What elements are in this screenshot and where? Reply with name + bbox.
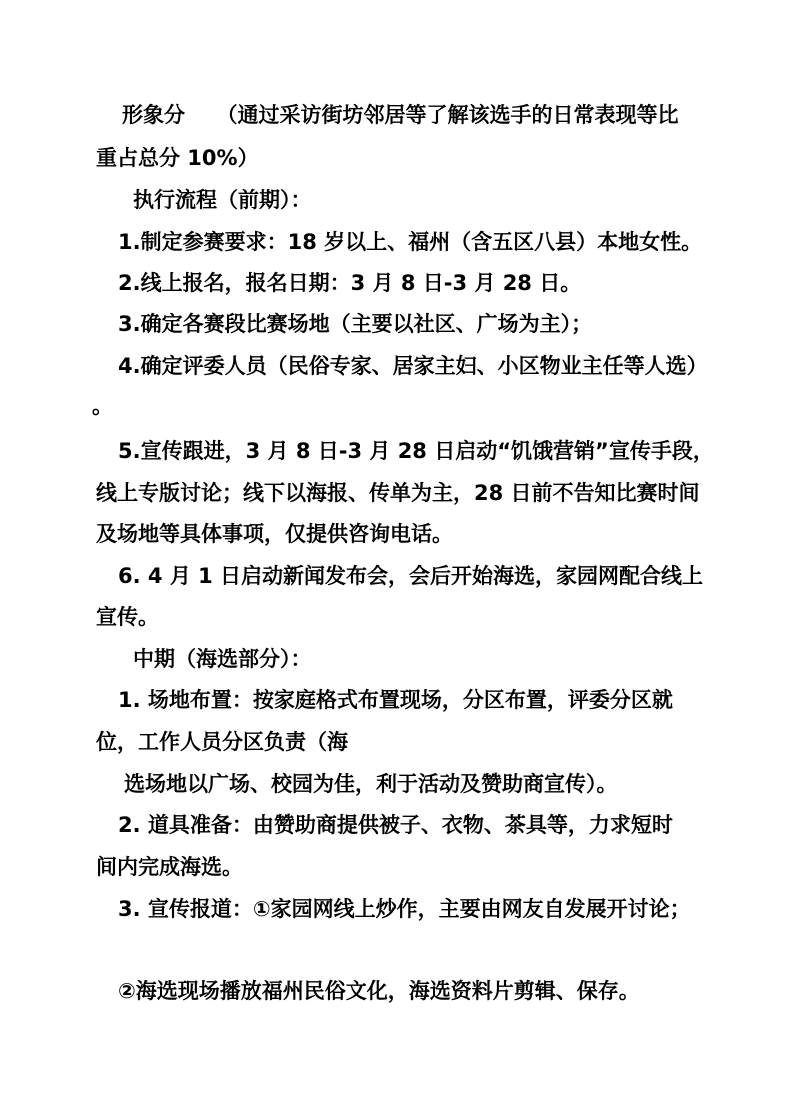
section-heading-early: 执行流程（前期）：	[133, 188, 312, 212]
text-line-20: 3. 宣传报道：①家园网线上炒作，主要由网友自发展开讨论；	[118, 897, 691, 921]
text-line-15: 1. 场地布置：按家庭格式布置现场，分区布置，评委分区就	[118, 688, 673, 712]
text-line-9: 5.宣传跟进，3 月 8 日-3 月 28 日启动“饥饿营销”宣传手段，	[118, 439, 714, 463]
section-heading-middle: 中期（海选部分）：	[133, 647, 312, 671]
text-line-11: 及场地等具体事项，仅提供咨询电话。	[96, 522, 453, 546]
text-line-7: 4.确定评委人员（民俗专家、居家主妇、小区物业主任等人选）	[118, 354, 708, 378]
text-line-21: ②海选现场播放福州民俗文化，海选资料片剪辑、保存。	[118, 979, 640, 1003]
text-line-19: 间内完成海选。	[96, 855, 243, 879]
text-line-13: 宣传。	[96, 605, 159, 629]
text-line-5: 2.线上报名，报名日期：3 月 8 日-3 月 28 日。	[118, 271, 582, 295]
text-line-16: 位，工作人员分区负责（海	[96, 730, 348, 754]
text-line-10: 线上专版讨论；线下以海报、传单为主，28 日前不告知比赛时间	[96, 481, 700, 505]
text-line-1: 形象分 （通过采访街坊邻居等了解该选手的日常表现等比	[122, 103, 679, 127]
text-line-2: 重占总分 10%）	[96, 146, 259, 170]
text-line-12: 6. 4 月 1 日启动新闻发布会，会后开始海选，家园网配合线上	[118, 564, 704, 588]
text-line-18: 2. 道具准备：由赞助商提供被子、衣物、茶具等，力求短时	[118, 813, 673, 837]
text-line-17: 选场地以广场、校园为佳，利于活动及赞助商宣传）。	[124, 772, 618, 796]
text-line-8: 。	[92, 394, 113, 418]
text-line-6: 3.确定各赛段比赛场地（主要以社区、广场为主）；	[118, 312, 593, 336]
text-line-4: 1.制定参赛要求：18 岁以上、福州（含五区八县）本地女性。	[118, 230, 703, 254]
